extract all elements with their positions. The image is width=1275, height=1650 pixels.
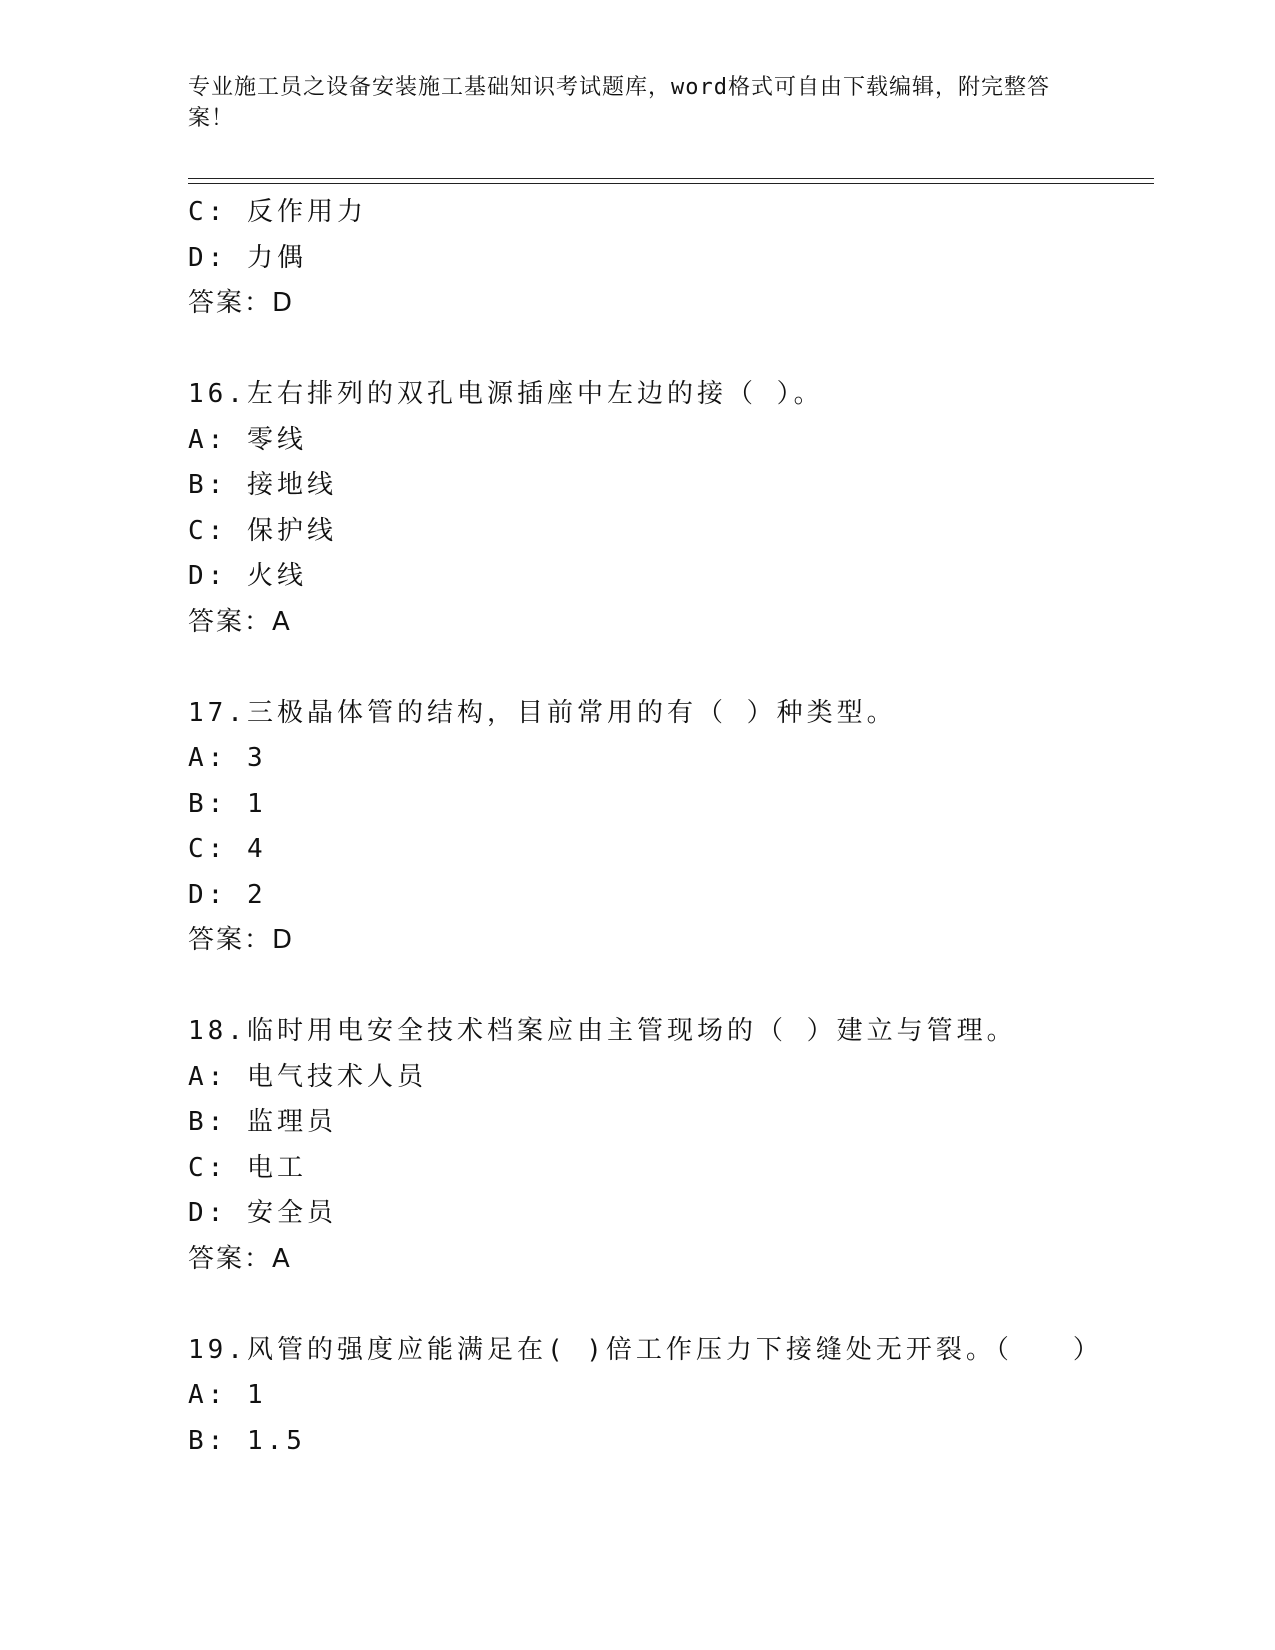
question-fragment <box>188 190 1154 327</box>
option-a: A: 电气技术人员 <box>188 1061 427 1092</box>
option-b: B: 接地线 <box>188 470 337 500</box>
answer-line: 答案：D <box>188 288 295 318</box>
option-a: A: 1 <box>188 1380 267 1410</box>
document-title: 专业施工员之设备安装施工基础知识考试题库，word格式可自由下载编辑，附完整答案！ <box>188 75 1050 131</box>
question-list <box>188 190 1154 1464</box>
option-c: C: 电工 <box>188 1152 307 1183</box>
question-19 <box>188 1328 1154 1465</box>
option-c: C: 保护线 <box>188 515 337 546</box>
option-a: A: 3 <box>188 743 267 773</box>
question-stem: 17.三极晶体管的结构，目前常用的有（ ）种类型。 <box>188 697 897 728</box>
question-18 <box>188 1009 1154 1282</box>
question-stem: 18.临时用电安全技术档案应由主管现场的（ ）建立与管理。 <box>188 1016 1017 1046</box>
option-d: D: 火线 <box>188 561 307 591</box>
question-17 <box>188 691 1154 964</box>
option-a: A: 零线 <box>188 424 307 455</box>
option-d: D: 力偶 <box>188 242 307 273</box>
question-16 <box>188 372 1154 645</box>
answer-line: 答案：D <box>188 925 295 955</box>
option-d: D: 2 <box>188 879 267 910</box>
option-b: B: 1 <box>188 788 267 819</box>
header-divider <box>188 178 1154 184</box>
option-c: C: 4 <box>188 834 267 864</box>
answer-line: 答案：A <box>188 606 292 637</box>
option-b: B: 监理员 <box>188 1107 337 1137</box>
option-d: D: 安全员 <box>188 1198 337 1228</box>
question-stem: 19.风管的强度应能满足在( )倍工作压力下接缝处无开裂。（ ） <box>188 1334 1103 1365</box>
option-c: C: 反作用力 <box>188 197 367 227</box>
option-b: B: 1.5 <box>188 1425 306 1456</box>
question-stem: 16.左右排列的双孔电源插座中左边的接（ ）。 <box>188 379 824 409</box>
answer-line: 答案：A <box>188 1243 292 1274</box>
